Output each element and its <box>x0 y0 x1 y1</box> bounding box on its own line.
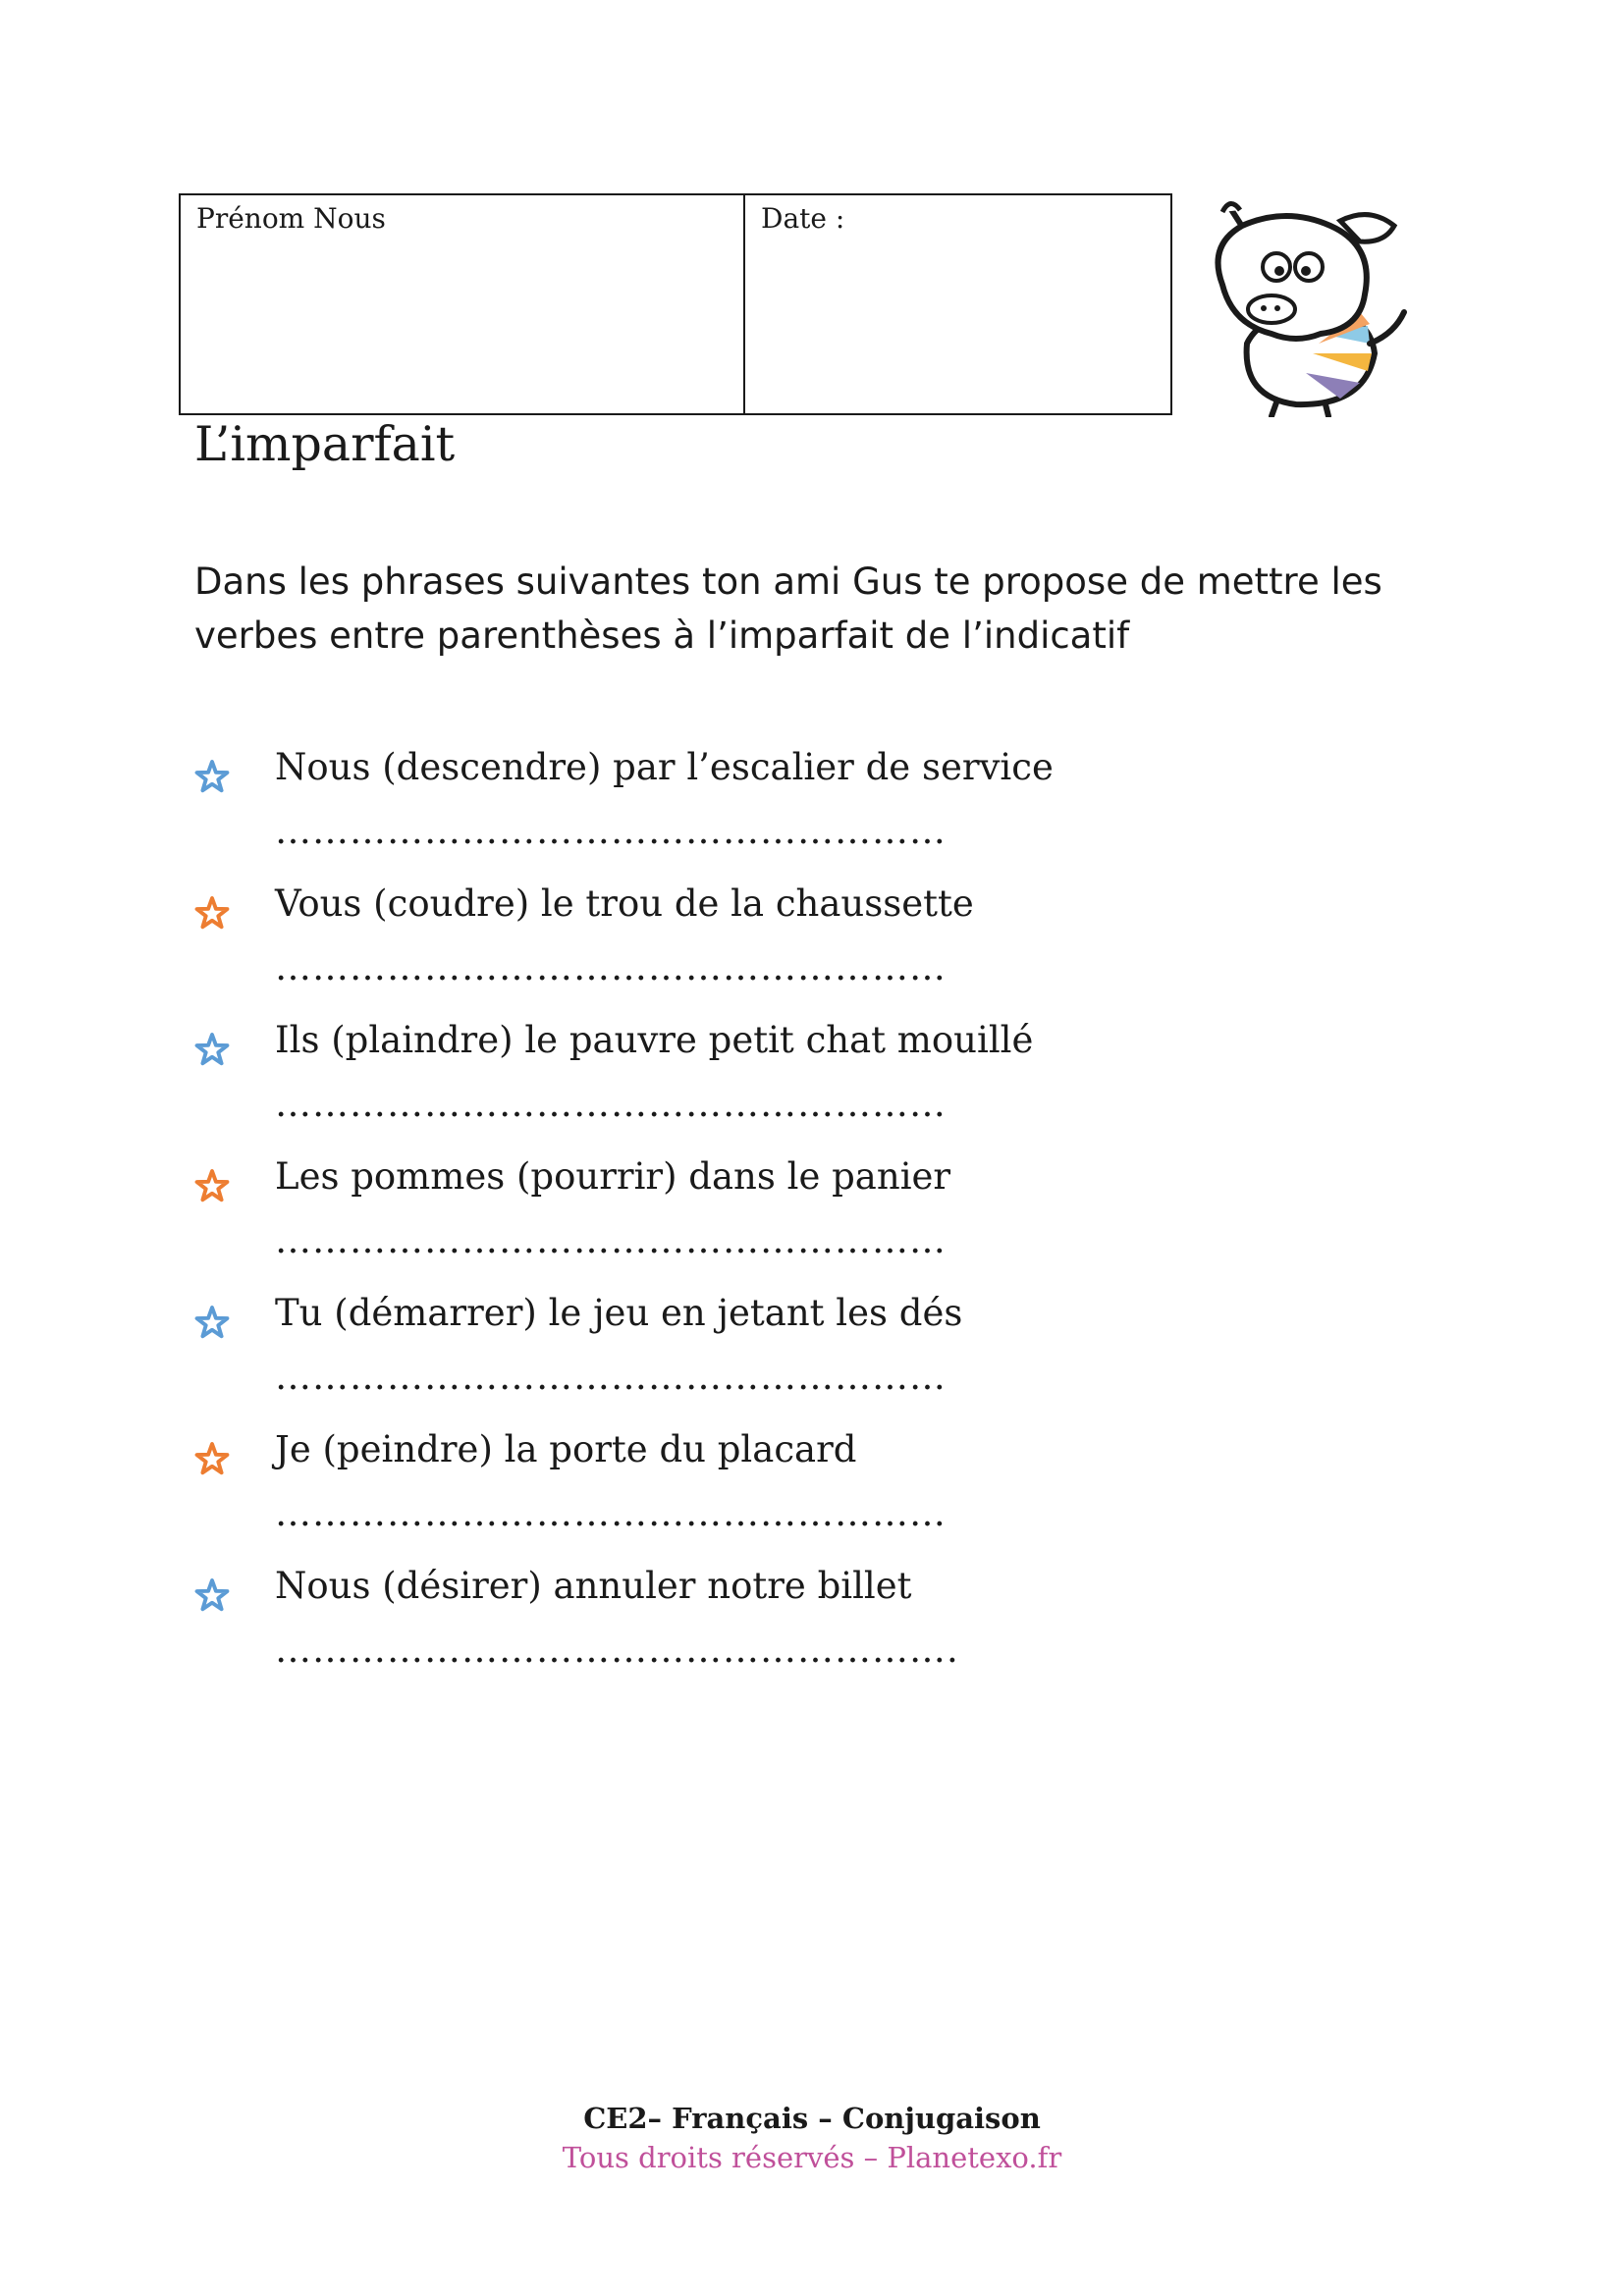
exercise-sentence: Les pommes (pourrir) dans le panier <box>275 1155 951 1198</box>
gus-mascot-icon <box>1203 196 1414 417</box>
answer-line[interactable]: ……………………………………………… <box>275 946 947 988</box>
footer-course: CE2– Français – Conjugaison <box>583 2102 1041 2135</box>
exercise-item <box>0 746 1624 882</box>
answer-line[interactable]: ……………………………………………… <box>275 810 947 852</box>
answer-line[interactable]: ……………………………………………… <box>275 1492 947 1534</box>
answer-line[interactable]: ……………………………………………… <box>275 1356 947 1398</box>
answer-line[interactable]: ………………………………………………. <box>275 1629 959 1671</box>
exercise-item <box>0 1019 1624 1155</box>
exercise-sentence: Nous (descendre) par l’escalier de service <box>275 746 1054 788</box>
exercise-item <box>0 1428 1624 1565</box>
star-icon <box>194 1032 230 1067</box>
answer-line[interactable]: ……………………………………………… <box>275 1083 947 1125</box>
exercise-sentence: Nous (désirer) annuler notre billet <box>275 1565 912 1607</box>
star-icon <box>194 1577 230 1613</box>
star-icon <box>194 895 230 931</box>
exercise-sentence: Ils (plaindre) le pauvre petit chat mouillé <box>275 1019 1034 1061</box>
exercise-item <box>0 1292 1624 1428</box>
page-title: L’imparfait <box>194 416 456 472</box>
exercise-sentence: Tu (démarrer) le jeu en jetant les dés <box>275 1292 963 1334</box>
star-icon <box>194 1168 230 1203</box>
instructions: Dans les phrases suivantes ton ami Gus te propose de mettre les verbes entre parenthèses à l’imparfait de l’indicatif <box>194 561 1382 657</box>
star-icon <box>194 1441 230 1476</box>
answer-line[interactable]: ……………………………………………… <box>275 1219 947 1261</box>
exercise-item <box>0 882 1624 1019</box>
date-field[interactable] <box>745 195 1170 413</box>
date-label: Date : <box>761 202 845 235</box>
footer-copyright[interactable]: Tous droits réservés – Planetexo.fr <box>562 2141 1062 2174</box>
header-table <box>179 193 1172 415</box>
name-field[interactable] <box>181 195 745 413</box>
star-icon <box>194 1305 230 1340</box>
exercise-list <box>0 746 1624 1701</box>
star-icon <box>194 759 230 794</box>
exercise-item <box>0 1155 1624 1292</box>
name-label: Prénom Nous <box>196 202 386 235</box>
exercise-sentence: Je (peindre) la porte du placard <box>275 1428 857 1470</box>
exercise-sentence: Vous (coudre) le trou de la chaussette <box>275 882 974 925</box>
exercise-item <box>0 1565 1624 1701</box>
